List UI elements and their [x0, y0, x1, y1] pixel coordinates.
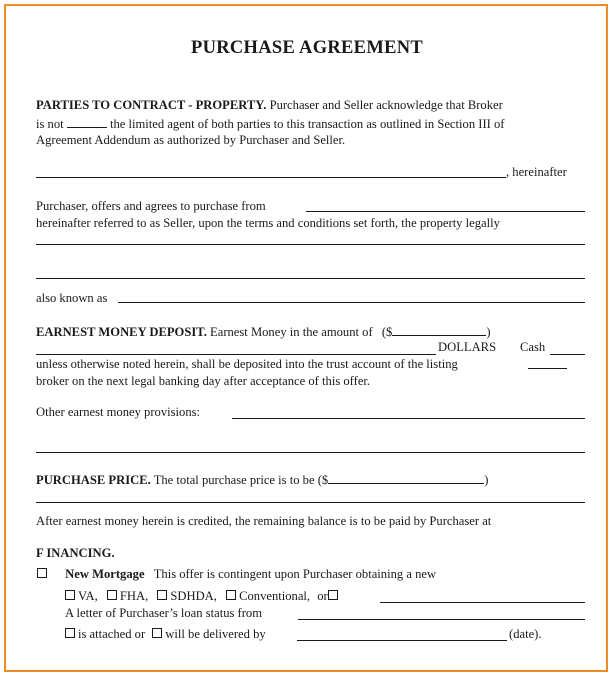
purchaser-name-blank[interactable] — [36, 177, 506, 178]
other-loan-blank[interactable] — [380, 602, 585, 603]
delivery-date-blank[interactable] — [297, 640, 507, 641]
financing-heading — [36, 546, 115, 561]
price-paren-open: ($ — [317, 473, 329, 487]
cash-blank[interactable] — [550, 354, 585, 355]
sdhda-checkbox[interactable] — [157, 590, 167, 600]
broker-blank[interactable] — [67, 116, 107, 128]
new-mortgage-label: New Mortgage — [65, 567, 145, 581]
hereinafter-label: , hereinafter — [506, 165, 567, 179]
legal-description-blank-1[interactable] — [36, 244, 585, 245]
earnest-text-3: broker on the next legal banking day after acceptance of this offer. — [36, 374, 371, 388]
cash-label: Cash — [520, 340, 546, 354]
parties-text-2: the limited agent of both parties to this transaction as outlined in Section III of — [109, 117, 505, 131]
dollars-label: DOLLARS — [438, 340, 497, 354]
conventional-checkbox[interactable] — [226, 590, 236, 600]
price-paren-close: ) — [484, 473, 489, 487]
also-known-blank[interactable] — [118, 302, 585, 303]
parties-line-1 — [36, 98, 503, 113]
other-provisions-label: Other earnest money provisions: — [36, 405, 201, 419]
fha-label: FHA, — [119, 589, 149, 603]
price-amount-blank[interactable] — [328, 472, 484, 484]
va-checkbox[interactable] — [65, 590, 75, 600]
price-words-blank[interactable] — [36, 502, 585, 503]
also-known-label: also known as — [36, 291, 108, 305]
parties-text-1: Purchaser and Seller acknowledge that Broker — [269, 98, 503, 112]
other-provisions-blank-1[interactable] — [232, 418, 585, 419]
earnest-paren-open: ($ — [381, 325, 393, 339]
va-label: VA, — [78, 589, 98, 603]
delivered-checkbox[interactable] — [152, 628, 162, 638]
purchaser-offers-text: Purchaser, offers and agrees to purchase from — [36, 199, 266, 213]
earnest-paren-close: ) — [486, 325, 491, 339]
letter-line: A letter of Purchaser’s loan status from — [65, 606, 263, 620]
fha-checkbox[interactable] — [107, 590, 117, 600]
date-label: (date). — [509, 627, 542, 641]
earnest-text-1: Earnest Money in the amount of — [210, 325, 373, 339]
attached-label: is attached or — [78, 627, 146, 641]
new-mortgage-checkbox[interactable] — [37, 568, 47, 578]
document-title: PURCHASE AGREEMENT — [190, 38, 424, 58]
other-loan-checkbox[interactable] — [328, 590, 338, 600]
price-line — [36, 472, 488, 488]
earnest-text-2: unless otherwise noted herein, shall be deposited into the trust account of the listing — [36, 357, 458, 371]
earnest-line-1 — [36, 324, 491, 340]
seller-name-blank[interactable] — [306, 211, 585, 212]
purchaser-offers-line — [36, 199, 266, 214]
attached-checkbox[interactable] — [65, 628, 75, 638]
delivered-label: will be delivered by — [165, 627, 266, 641]
parties-line-2 — [36, 116, 504, 132]
parties-is-not: is not — [36, 117, 64, 131]
earnest-words-blank[interactable] — [36, 354, 436, 355]
listing-broker-blank[interactable] — [528, 368, 567, 369]
earnest-heading: EARNEST MONEY DEPOSIT. — [36, 325, 207, 339]
parties-heading: PARTIES TO CONTRACT - PROPERTY. — [36, 98, 267, 112]
financing-heading-text: F INANCING. — [36, 546, 115, 560]
new-mortgage-line — [37, 567, 436, 582]
sdhda-label: SDHDA, — [170, 589, 217, 603]
legal-description-blank-2[interactable] — [36, 278, 585, 279]
new-mortgage-text: This offer is contingent upon Purchaser obtaining a new — [153, 567, 437, 581]
other-provisions-blank-2[interactable] — [36, 452, 585, 453]
referred-seller-line: hereinafter referred to as Seller, upon the terms and conditions set forth, the property legally — [36, 216, 500, 230]
conventional-label: Conventional, — [239, 589, 311, 603]
or-label: or — [317, 589, 328, 603]
loan-type-line — [65, 589, 341, 604]
parties-line-3: Agreement Addendum as authorized by Purchaser and Seller. — [36, 133, 346, 147]
lender-blank[interactable] — [298, 619, 585, 620]
price-heading: PURCHASE PRICE. — [36, 473, 151, 487]
after-earnest-text: After earnest money herein is credited, the remaining balance is to be paid by Purchaser at — [36, 514, 492, 528]
delivery-line — [65, 627, 266, 642]
price-text: The total purchase price is to be — [153, 473, 315, 487]
earnest-amount-blank[interactable] — [392, 324, 486, 336]
